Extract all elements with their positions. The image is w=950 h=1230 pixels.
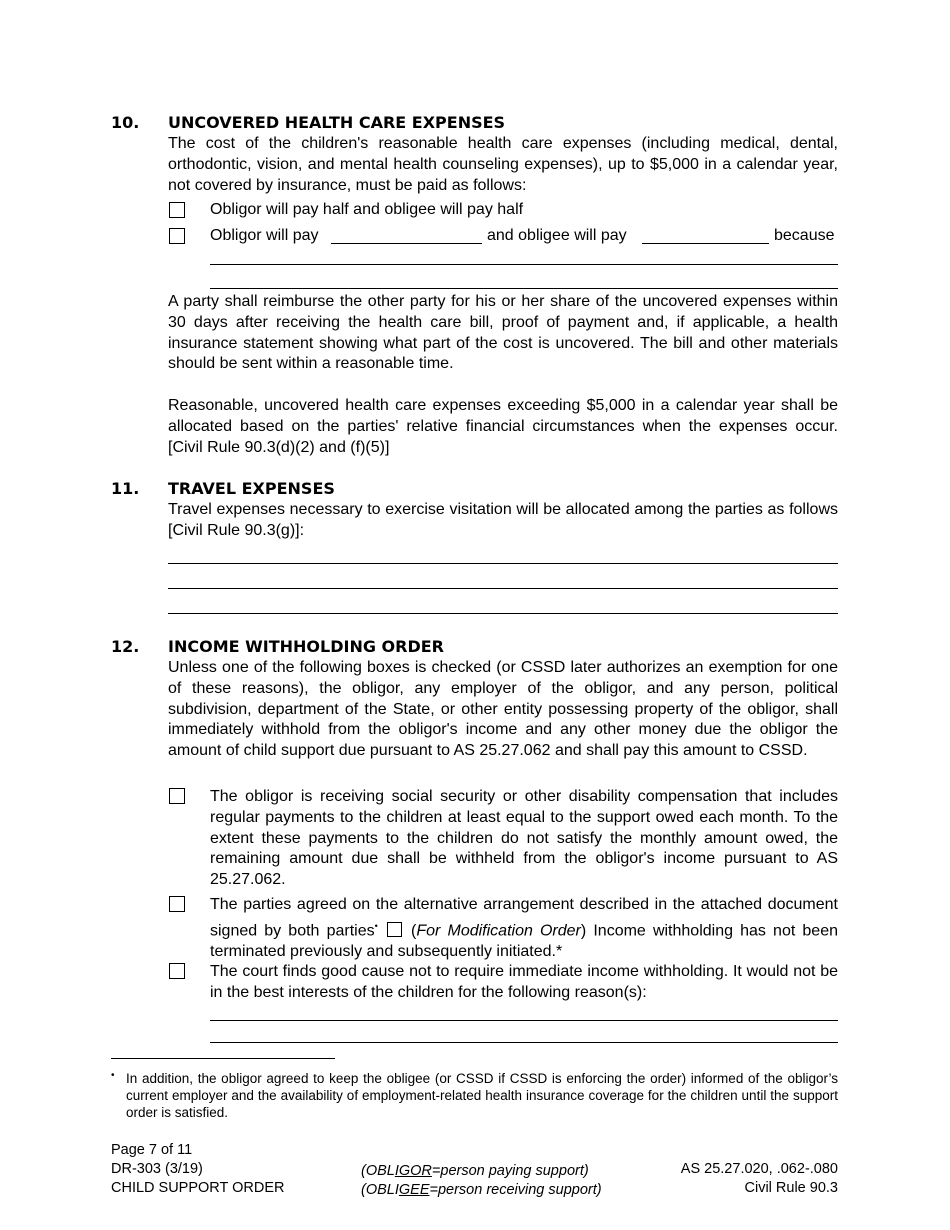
section-10-intro: The cost of the children's reasonable health care expenses (including medical, dental, orthodontic, vision, and mental health counseling expenses), up to $5,000 in a calendar year, not covered by insurance, must be paid as follows: — [168, 135, 838, 194]
alternative-arrangement-text: The parties agreed on the alternative arrangement described in the attached document signed by both parties — [210, 896, 838, 940]
form-title: CHILD SUPPORT ORDER — [111, 1180, 285, 1196]
half-half-label: Obligor will pay half and obligee will pay half — [210, 201, 524, 218]
obligor-share-field[interactable] — [331, 243, 482, 244]
good-cause-checkbox[interactable] — [169, 963, 185, 979]
footnote-marker: • — [374, 920, 378, 931]
obligor-pay-label: Obligor will pay — [210, 227, 319, 244]
statute-reference: AS 25.27.020, .062-.080 — [680, 1161, 838, 1177]
civil-rule-reference: Civil Rule 90.3 — [744, 1180, 838, 1196]
section-11-title: TRAVEL EXPENSES — [168, 479, 335, 498]
footnote-bullet: • — [111, 1070, 115, 1081]
obligor-def-prefix: (OBL — [361, 1163, 395, 1179]
alternative-arrangement-checkbox[interactable] — [169, 896, 185, 912]
reason-line-1[interactable] — [210, 264, 838, 265]
good-cause-line-1[interactable] — [210, 1020, 838, 1021]
section-12-number: 12. — [111, 637, 140, 656]
obligee-share-field[interactable] — [642, 243, 769, 244]
travel-line-2[interactable] — [168, 588, 838, 589]
reason-line-2[interactable] — [210, 288, 838, 289]
reimbursement-paragraph: A party shall reimburse the other party for his or her share of the uncovered expenses within 30 days after receiving the health care bill, proof of payment and, if applicable, a health insurance statement showing what part of the cost is uncovered. The bill and other materials should be sent within a reasonable time. — [168, 293, 838, 373]
obligee-definition — [361, 1181, 602, 1200]
form-number: DR-303 (3/19) — [111, 1161, 203, 1177]
modification-order-text: ) Income withholding has not been terminated previously and subsequently initiated.* — [210, 922, 839, 960]
footnote-divider — [111, 1058, 335, 1059]
section-11-intro: Travel expenses necessary to exercise visitation will be allocated among the parties as follows [Civil Rule 90.3(g)]: — [168, 501, 838, 539]
good-cause-line-2[interactable] — [210, 1042, 838, 1043]
travel-line-1[interactable] — [168, 563, 838, 564]
section-11-number: 11. — [111, 479, 140, 498]
alternative-arrangement-option — [210, 895, 838, 963]
paren-open: ( — [411, 922, 417, 940]
page-number: Page 7 of 11 — [111, 1142, 193, 1158]
obligor-definition — [361, 1162, 589, 1181]
because-label: because — [774, 227, 835, 244]
section-10-title: UNCOVERED HEALTH CARE EXPENSES — [168, 113, 506, 132]
footnote-text: In addition, the obligor agreed to keep the obligee (or CSSD if CSSD is enforcing the order) informed of the obligor’s current employer and the availability of employment-related health insurance coverage for the children until the support order is satisfied. — [126, 1071, 838, 1120]
obligee-def-suffix: =person receiving support) — [429, 1182, 602, 1198]
half-half-checkbox[interactable] — [169, 202, 185, 218]
travel-line-3[interactable] — [168, 613, 838, 614]
section-12-intro: Unless one of the following boxes is checked (or CSSD later authorizes an exemption for one of these reasons), the obligor, any employer of the obligor, and any person, political subdivision, department of the State, or other entity possessing property of the obligor, shall immediately withhold from the obligor's income and any other money due the obligor the amount of child support due pursuant to AS 25.27.062 and shall pay this amount to CSSD. — [168, 659, 838, 760]
over-limit-paragraph: Reasonable, uncovered health care expenses exceeding $5,000 in a calendar year shall be allocated based on the parties' relative financial circumstances when the expenses occur. [Civil Rule 90.3(d)(2) and (f)(5)] — [168, 397, 838, 456]
obligor-def-suffix: =person paying support) — [431, 1163, 589, 1179]
disability-checkbox[interactable] — [169, 788, 185, 804]
section-10-number: 10. — [111, 113, 140, 132]
obligee-pay-label: and obligee will pay — [487, 227, 627, 244]
modification-order-label: For Modification Order — [416, 922, 581, 940]
modification-order-checkbox[interactable] — [387, 922, 402, 937]
disability-option: The obligor is receiving social security or other disability compensation that includes regular payments to the children at least equal to the support owed each month. To the extent these payments to the children do not satisfy the monthly amount owed, the remaining amount due shall be withheld from the obligor's income pursuant to AS 25.27.062. — [210, 788, 838, 889]
good-cause-option: The court finds good cause not to require immediate income withholding. It would not be in the best interests of the children for the following reason(s): — [210, 963, 838, 1001]
obligee-def-prefix: (OBLI — [361, 1182, 399, 1198]
obligee-def-underlined: GEE — [398, 1182, 430, 1198]
custom-split-checkbox[interactable] — [169, 228, 185, 244]
obligor-def-underlined: IGOR — [394, 1163, 432, 1179]
section-12-title: INCOME WITHHOLDING ORDER — [168, 637, 444, 656]
